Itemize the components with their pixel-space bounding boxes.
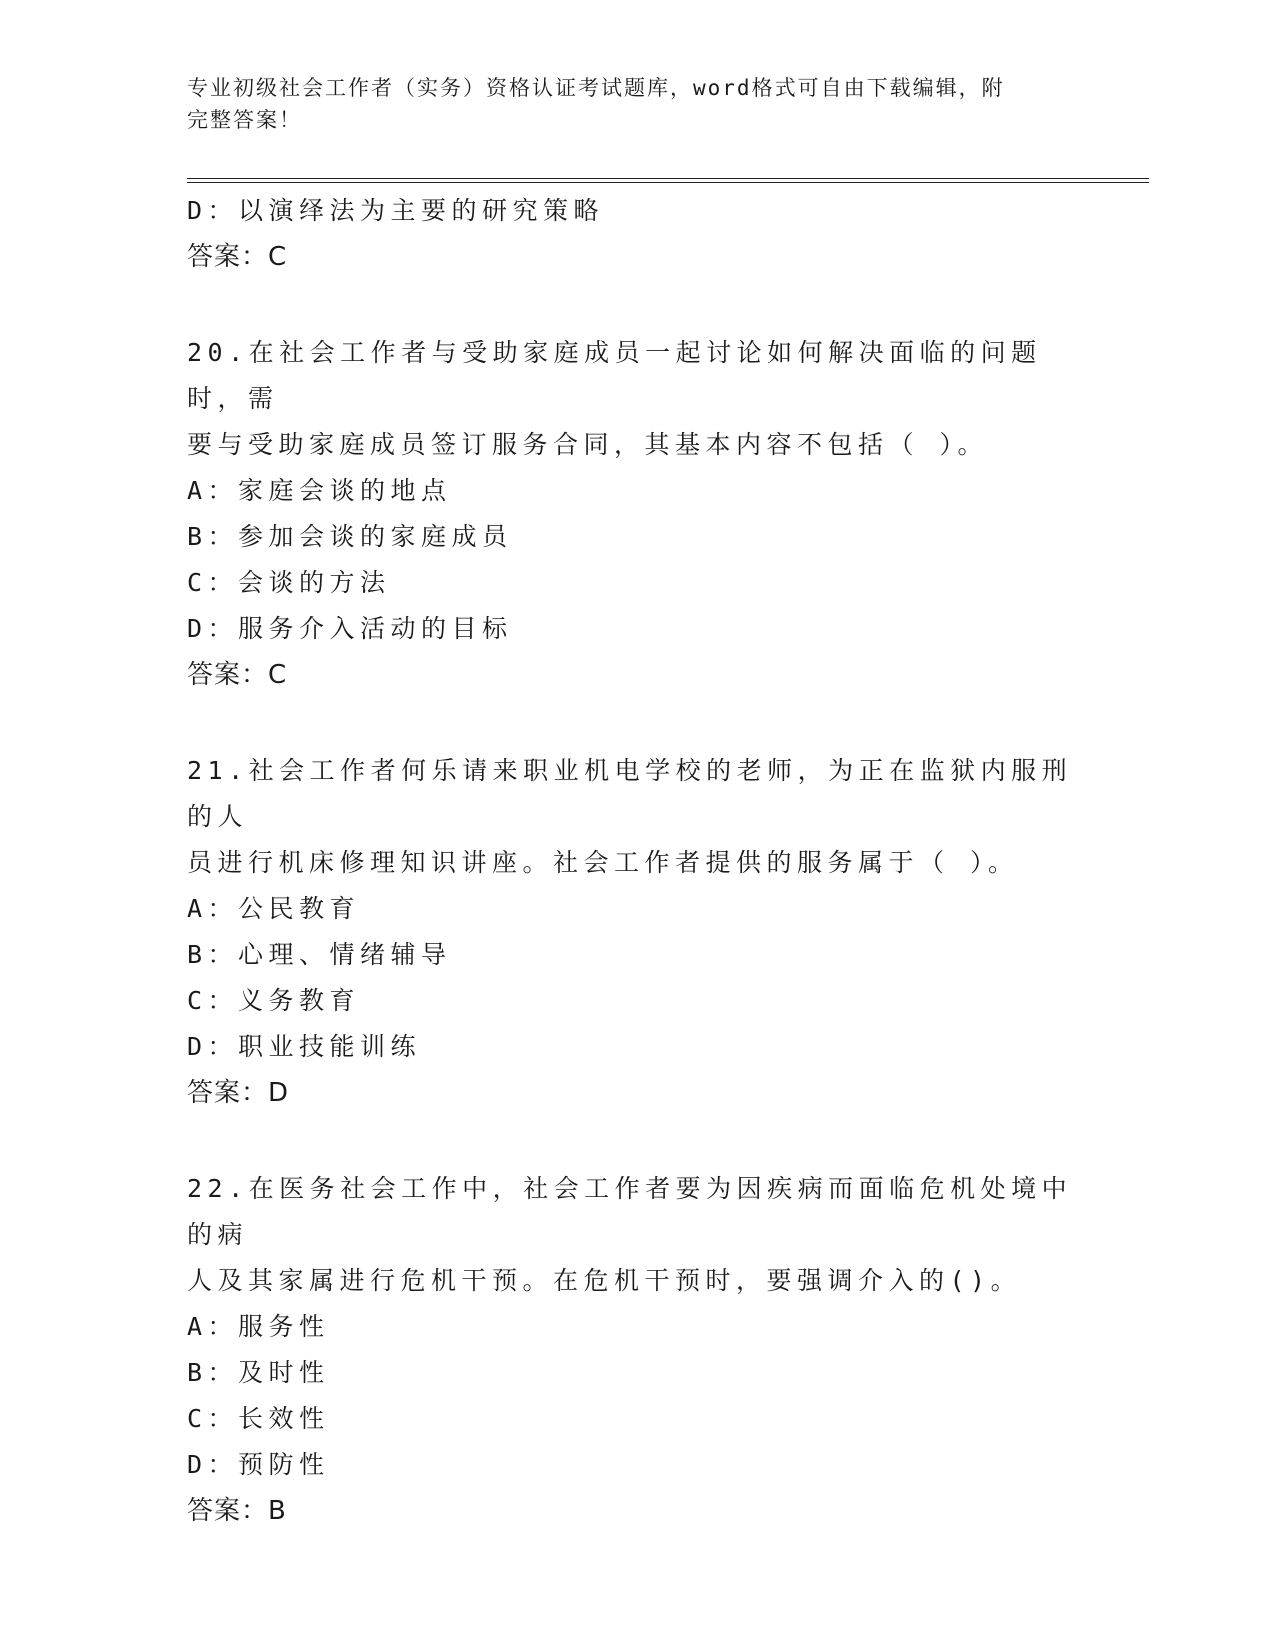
answer-line: 答案：C [187, 660, 288, 690]
option-a: A：服务性 [187, 1312, 330, 1341]
option-a: A：家庭会谈的地点 [187, 476, 452, 505]
previous-question-fragment [187, 188, 1087, 280]
option-d: D：职业技能训练 [187, 1032, 422, 1061]
question-22 [187, 1166, 1087, 1534]
page-header [187, 72, 1087, 136]
answer-line: 答案：D [187, 1078, 290, 1108]
question-stem-line-2: 要与受助家庭成员签订服务合同，其基本内容不包括（ ）。 [187, 430, 989, 459]
question-stem-line-1: 21.社会工作者何乐请来职业机电学校的老师，为正在监狱内服刑的人 [187, 756, 1073, 831]
header-line-1: 专业初级社会工作者（实务）资格认证考试题库，word格式可自由下载编辑，附 [187, 76, 1005, 100]
option-d: D：以演绎法为主要的研究策略 [187, 196, 605, 225]
option-d: D：服务介入活动的目标 [187, 614, 513, 643]
option-c: C：义务教育 [187, 986, 361, 1015]
option-b: B：心理、情绪辅导 [187, 940, 452, 969]
option-b: B：及时性 [187, 1358, 330, 1387]
answer-line: 答案：C [187, 242, 288, 272]
question-stem-line-2: 员进行机床修理知识讲座。社会工作者提供的服务属于（ ）。 [187, 848, 1019, 877]
option-c: C：长效性 [187, 1404, 330, 1433]
option-b: B：参加会谈的家庭成员 [187, 522, 513, 551]
option-a: A：公民教育 [187, 894, 361, 923]
question-20 [187, 330, 1087, 698]
option-c: C：会谈的方法 [187, 568, 391, 597]
question-21 [187, 748, 1087, 1116]
option-d: D：预防性 [187, 1450, 330, 1479]
question-stem-line-1: 20.在社会工作者与受助家庭成员一起讨论如何解决面临的问题时，需 [187, 338, 1042, 413]
question-stem-line-1: 22.在医务社会工作中，社会工作者要为因疾病而面临危机处境中的病 [187, 1174, 1073, 1249]
header-divider [187, 178, 1149, 183]
document-body [187, 188, 1087, 1534]
header-line-2: 完整答案！ [187, 108, 302, 132]
answer-line: 答案：B [187, 1496, 287, 1526]
question-stem-line-2: 人及其家属进行危机干预。在危机干预时，要强调介入的()。 [187, 1266, 1022, 1295]
